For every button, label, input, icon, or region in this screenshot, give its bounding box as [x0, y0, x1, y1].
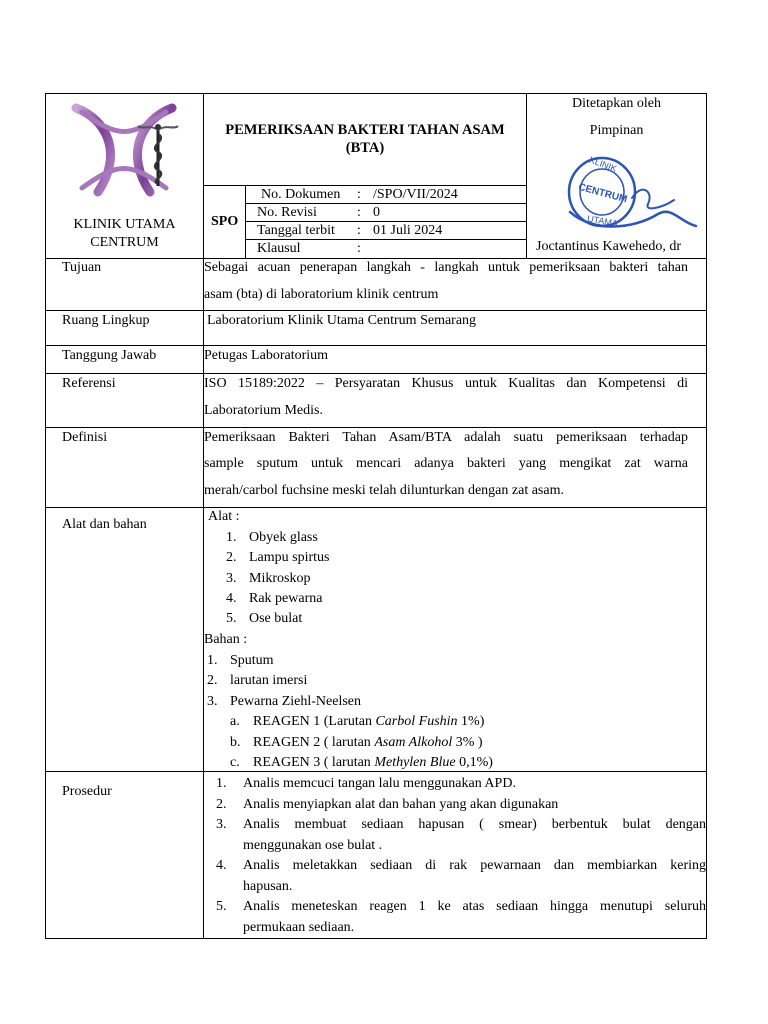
row-label-ruang-lingkup: Ruang Lingkup	[62, 313, 150, 328]
list-item: Obyek glass	[249, 530, 318, 545]
step-text: permukaan sediaan.	[243, 920, 355, 935]
step-number: 4.	[216, 858, 227, 873]
list-number: 1.	[226, 530, 237, 545]
definisi-text-line: Pemeriksaan Bakteri Tahan Asam/BTA adalah suatu pemeriksaan terhadap	[204, 430, 688, 445]
referensi-text-line: Laboratorium Medis.	[204, 403, 323, 418]
list-number: 2.	[226, 550, 237, 565]
row-label-tujuan: Tujuan	[62, 260, 102, 275]
step-text: menggunakan ose bulat .	[243, 838, 383, 853]
document-title-line2: (BTA)	[345, 140, 385, 156]
definisi-text-line: merah/carbol fuchsine meski telah dilunturkan dengan zat asam.	[204, 483, 564, 498]
meta-colon: :	[357, 241, 361, 256]
list-item: Rak pewarna	[249, 591, 323, 606]
referensi-text-line: ISO 15189:2022 – Persyaratan Khusus untuk Kualitas dan Kompetensi di	[204, 376, 688, 391]
meta-value: 01 Juli 2024	[373, 223, 443, 238]
step-text: Analis meneteskan reagen 1 ke atas sediaan hingga menutupi seluruh	[243, 899, 706, 914]
approval-line2: Pimpinan	[589, 123, 644, 138]
stamp-text-top: KLINIK	[587, 154, 619, 174]
row-label-referensi: Referensi	[62, 376, 116, 391]
meta-value: 0	[373, 205, 380, 220]
list-number: 3.	[207, 694, 218, 709]
clinic-name-line1: KLINIK UTAMA	[73, 217, 176, 232]
tanggung-jawab-text: Petugas Laboratorium	[204, 348, 329, 363]
step-number: 3.	[216, 817, 227, 832]
list-number: 5.	[226, 611, 237, 626]
step-number: 1.	[216, 776, 227, 791]
list-item: Pewarna Ziehl-Neelsen	[230, 694, 361, 709]
signer-name: Joctantinus Kawehedo, dr	[536, 239, 682, 254]
spo-label: SPO	[211, 214, 239, 229]
approval-line1: Ditetapkan oleh	[571, 96, 662, 111]
clinic-name-line2: CENTRUM	[90, 235, 159, 250]
meta-colon: :	[357, 205, 361, 220]
meta-value: /SPO/VII/2024	[373, 187, 458, 202]
list-number: 2.	[207, 673, 218, 688]
list-letter: a.	[230, 714, 240, 729]
tujuan-text-line: asam (bta) di laboratorium klinik centrum	[204, 287, 439, 302]
list-item: REAGEN 3 ( larutan Methylen Blue 0,1%)	[253, 755, 493, 770]
list-number: 4.	[226, 591, 237, 606]
list-item: REAGEN 1 (Larutan Carbol Fushin 1%)	[253, 714, 485, 729]
meta-colon: :	[357, 187, 361, 202]
meta-label: No. Revisi	[257, 205, 317, 220]
definisi-text-line: sample sputum untuk mencari adanya bakteri yang mengikat zat warna	[204, 456, 688, 471]
list-letter: b.	[230, 735, 241, 750]
list-item: REAGEN 2 ( larutan Asam Alkohol 3% )	[253, 735, 483, 750]
stamp-text-mid: CENTRUM	[577, 181, 629, 206]
clinic-logo	[68, 100, 180, 200]
row-label-prosedur: Prosedur	[62, 784, 112, 799]
clinic-stamp	[562, 152, 702, 232]
step-text: Analis menyiapkan alat dan bahan yang akan digunakan	[243, 797, 559, 812]
list-number: 1.	[207, 653, 218, 668]
row-label-definisi: Definisi	[62, 430, 108, 445]
bahan-heading: Bahan :	[204, 632, 248, 647]
list-item: Lampu spirtus	[249, 550, 330, 565]
row-label-alat-dan-bahan: Alat dan bahan	[62, 517, 147, 532]
ruang-lingkup-text: Laboratorium Klinik Utama Centrum Semarang	[207, 313, 477, 328]
meta-label: Klausul	[257, 241, 301, 256]
meta-label: No. Dokumen	[261, 187, 341, 202]
meta-colon: :	[357, 223, 361, 238]
alat-heading: Alat :	[208, 509, 240, 524]
tujuan-text-line: Sebagai acuan penerapan langkah - langkah untuk pemeriksaan bakteri tahan	[204, 260, 688, 275]
list-item: Sputum	[230, 653, 274, 668]
step-text: hapusan.	[243, 879, 293, 894]
step-text: Analis meletakkan sediaan di rak pewarnaan dan membiarkan kering	[243, 858, 706, 873]
document-title-line1: PEMERIKSAAN BAKTERI TAHAN ASAM	[225, 122, 505, 138]
step-text: Analis memcuci tangan lalu menggunakan APD.	[243, 776, 516, 791]
list-item: larutan imersi	[230, 673, 308, 688]
step-number: 5.	[216, 899, 227, 914]
row-label-tanggung-jawab: Tanggung Jawab	[62, 348, 157, 363]
list-number: 3.	[226, 571, 237, 586]
list-letter: c.	[230, 755, 240, 770]
meta-label: Tanggal terbit	[257, 223, 335, 238]
stamp-text-bottom: UTAMA	[586, 213, 619, 229]
step-text: Analis membuat sediaan hapusan ( smear) berbentuk bulat dengan	[243, 817, 706, 832]
step-number: 2.	[216, 797, 227, 812]
list-item: Ose bulat	[249, 611, 303, 626]
list-item: Mikroskop	[249, 571, 311, 586]
